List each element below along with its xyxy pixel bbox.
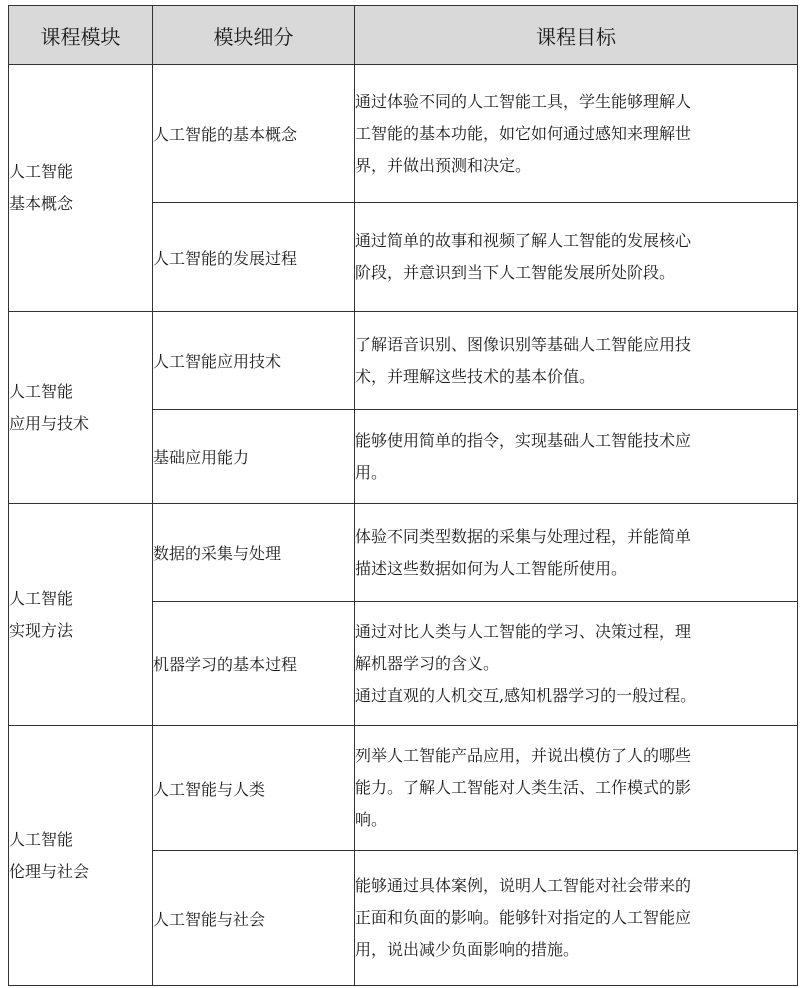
goal-cell <box>355 504 798 602</box>
goal-cell <box>355 726 798 851</box>
submodule-cell: 人工智能与社会 <box>153 851 355 986</box>
goal-line: 工智能的基本功能，如它如何通过感知来理解世 <box>355 123 692 143</box>
module-name-line: 应用与技术 <box>9 413 90 433</box>
submodule-cell: 基础应用能力 <box>153 410 355 504</box>
goal-line: 通过对比人类与人工智能的学习、决策过程，理 <box>355 621 692 641</box>
module-name-line: 伦理与社会 <box>9 861 90 881</box>
goal-cell <box>355 851 798 986</box>
module-name-line: 人工智能 <box>9 381 74 401</box>
goal-line: 了解语音识别、图像识别等基础人工智能应用技 <box>355 334 692 354</box>
goal-line: 通过简单的故事和视频了解人工智能的发展核心 <box>355 231 692 250</box>
module-name-line: 人工智能 <box>9 162 74 181</box>
curriculum-table <box>8 5 798 986</box>
goal-line: 术，并理解这些技术的基本价值。 <box>355 366 596 386</box>
goal-line: 能够使用简单的指令，实现基础人工智能技术应 <box>355 430 692 450</box>
header-submodule: 模块细分 <box>153 6 355 65</box>
table-row <box>9 726 798 851</box>
goal-line: 能够通过具体案例，说明人工智能对社会带来的 <box>355 876 692 895</box>
table-row <box>9 504 798 602</box>
module-name-line: 实现方法 <box>9 620 74 640</box>
goal-cell <box>355 410 798 504</box>
goal-line: 正面和负面的影响。能够针对指定的人工智能应 <box>355 908 692 927</box>
table-row <box>9 312 798 410</box>
goal-cell <box>355 65 798 203</box>
module-name-line: 基本概念 <box>9 194 74 213</box>
goal-line: 界，并做出预测和决定。 <box>355 155 532 175</box>
header-row <box>9 6 798 65</box>
module-name-line: 人工智能 <box>9 588 74 608</box>
goal-cell <box>355 312 798 410</box>
submodule-cell: 人工智能的发展过程 <box>153 203 355 312</box>
goal-line: 能力。了解人工智能对人类生活、工作模式的影 <box>355 778 692 797</box>
goal-line: 用。 <box>355 462 388 482</box>
goal-cell <box>355 203 798 312</box>
module-cell <box>9 504 153 726</box>
goal-line: 体验不同类型数据的采集与处理过程，并能简单 <box>355 526 692 546</box>
goal-line: 通过体验不同的人工智能工具，学生能够理解人 <box>355 91 692 111</box>
goal-line: 列举人工智能产品应用，并说出模仿了人的哪些 <box>355 746 692 765</box>
submodule-cell: 数据的采集与处理 <box>153 504 355 602</box>
module-cell <box>9 726 153 986</box>
header-module: 课程模块 <box>9 6 153 65</box>
goal-line: 用，说出减少负面影响的措施。 <box>355 940 580 959</box>
header-goal: 课程目标 <box>355 6 798 65</box>
submodule-cell: 人工智能与人类 <box>153 726 355 851</box>
goal-line: 解机器学习的含义。 <box>355 653 500 673</box>
submodule-cell: 人工智能应用技术 <box>153 312 355 410</box>
table-row <box>9 65 798 203</box>
goal-line: 描述这些数据如何为人工智能所使用。 <box>355 558 628 578</box>
goal-line: 通过直观的人机交互,感知机器学习的一般过程。 <box>355 685 697 705</box>
goal-line: 阶段，并意识到当下人工智能发展所处阶段。 <box>355 263 676 282</box>
module-cell <box>9 312 153 504</box>
submodule-cell: 机器学习的基本过程 <box>153 602 355 726</box>
submodule-cell: 人工智能的基本概念 <box>153 65 355 203</box>
goal-cell <box>355 602 798 726</box>
module-cell <box>9 65 153 312</box>
goal-line: 响。 <box>355 810 388 829</box>
module-name-line: 人工智能 <box>9 829 74 849</box>
